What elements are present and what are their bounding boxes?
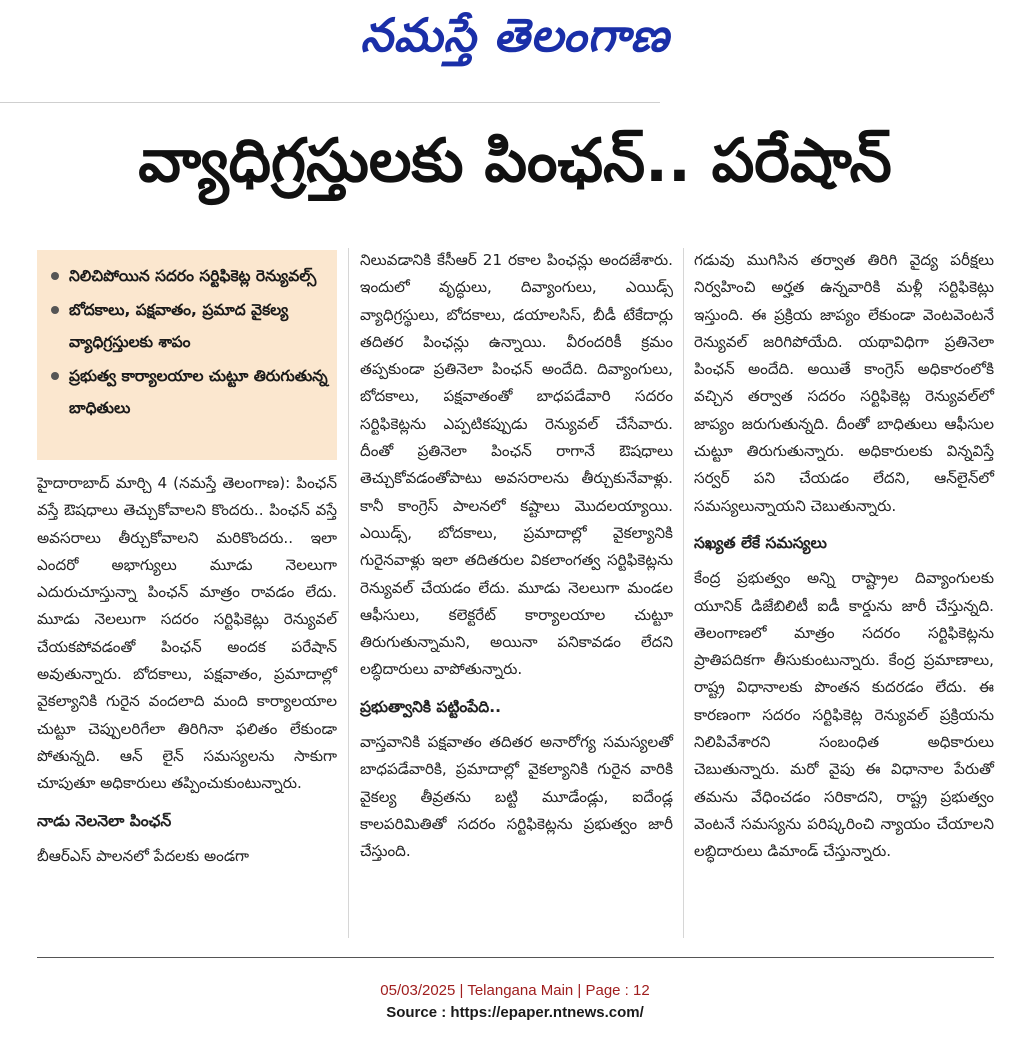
subheading: నాడు నెలనెలా పింఛన్: [37, 811, 172, 830]
article-headline: వ్యాధిగ్రస్తులకు పింఛన్.. పరేషాన్: [138, 126, 892, 196]
bullet-icon: [51, 306, 59, 314]
source-link[interactable]: Source : https://epaper.ntnews.com/: [386, 1004, 644, 1021]
subheading: ప్రభుత్వానికి పట్టింపేది..: [360, 697, 502, 716]
paragraph: బీఆర్ఎస్ పాలనలో పేదలకు అండగా: [37, 846, 250, 865]
highlight-item: [51, 360, 329, 424]
highlight-item: [51, 294, 329, 358]
article-column-3: [694, 247, 994, 866]
newspaper-logo: నమస్తే తెలంగాణ: [360, 8, 670, 62]
highlight-item: [51, 260, 329, 292]
paragraph: గడువు ముగిసిన తర్వాత తిరిగి వైద్య పరీక్షలు నిర్వహించి అర్హత ఉన్నవారికి మళ్లీ సర్టిఫికెట్లు ఇస్తుంది. ఈ ప్రక్రియ జాప్యం లేకుండా వెంటవెంటనే రెన్యువల్ జరిగిపోయేది. యథావిధిగా ప్రతినెలా పింఛన్ అందేది. అయితే కాంగ్రెస్ అధికారంలోకి వచ్చిన తర్వాత సదరం సర్టిఫికెట్ల రెన్యువల్‌లో జాప్యం జరుగుతున్నది. దీంతో బాధితులు ఆఫీసుల చుట్టూ తిరుగుతున్నారు. అధికారులకు విన్నవిస్తే సర్వర్ పని చేయడం లేదని, ఆన్‌లైన్‌లో సమస్యలున్నాయని చెబుతున్నారు.: [694, 251, 994, 515]
paragraph: హైదారాబాద్ మార్చి 4 (నమస్తే తెలంగాణ): పింఛన్ వస్తే ఔషధాలు తెచ్చుకోవాలని కొందరు.. పింఛన్ వస్తే అవసరాలు తీర్చుకోవాలని మరికొందరు.. ఇలా ఎందరో అభాగ్యులు మూడు నెలలుగా ఎదురుచూస్తున్నా పింఛన్ మాత్రం రావడం లేదు. మూడు నెలలుగా సదరం సర్టిఫికెట్లు రెన్యువల్ చేయకపోవడంతో పింఛన్ అందక పరేషాన్ అవుతున్నారు. బోదకాలు, పక్షవాతం, ప్రమాదాల్లో వైకల్యానికి గురైన వందలాది మంది కార్యాలయాల చుట్టూ చెప్పులరిగేలా తిరిగినా ఫలితం లేకుండా పోతున్నది. ఆన్ లైన్ సమస్యలను సాకుగా చూపుతూ అధికారులు తప్పించుకుంటున్నారు.: [37, 474, 337, 793]
article-column-2: [360, 247, 673, 866]
masthead-divider: [0, 102, 660, 103]
column-divider: [348, 248, 349, 938]
highlights-list: [37, 250, 337, 424]
bullet-icon: [51, 272, 59, 280]
paragraph: నిలువడానికి కేసీఆర్ 21 రకాల పింఛన్లు అందజేశారు. ఇందులో వృద్ధులు, దివ్యాంగులు, ఎయిడ్స్ వ్యాధిగ్రస్థులు, బోదకాలు, డయాలసిస్, బీడీ టేకేదార్లు తదితర పింఛన్లు ఉన్నాయి. వీరందరికీ క్రమం తప్పకుండా ప్రతినెలా పింఛన్ అందేది. దివ్యాంగులు, బోదకాలు, పక్షవాతంతో బాధపడేవారి సదరం సర్టిఫికెట్లను ఎప్పటికప్పుడు రెన్యువల్ చేసేవారు. దీంతో ప్రతినెలా పింఛన్ రాగానే ఔషధాలు తెచ్చుకోవడంతోపాటు అవసరాలను తీర్చుకునేవాళ్లు. కానీ కాంగ్రెస్ పాలనలో కష్టాలు మొదలయ్యాయి. ఎయిడ్స్, బోదకాలు, ప్రమాదాల్లో వైకల్యానికి గురైనవాళ్లు ఇలా తదితరుల వికలాంగత్వ సర్టిఫికెట్లను రెన్యువల్ చేయడం లేదు. మూడు నెలలుగా మండల ఆఫీసులు, కలెక్టరేట్ కార్యాలయాల చుట్టూ తిరుగుతున్నామని, అయినా పనికావడం లేదని లబ్ధిదారులు వాపోతున్నారు.: [360, 251, 673, 679]
article-column-1: [37, 470, 337, 870]
highlight-text: బోదకాలు, పక్షవాతం, ప్రమాద వైకల్య వ్యాధిగ్రస్తులకు శాపం: [69, 301, 289, 351]
column-divider: [683, 248, 684, 938]
subheading: సఖ్యత లేకే సమస్యలు: [694, 533, 827, 552]
footer-divider: [37, 957, 994, 958]
highlight-text: నిలిచిపోయిన సదరం సర్టిఫికెట్ల రెన్యువల్స్: [69, 267, 317, 285]
paragraph: కేంద్ర ప్రభుత్వం అన్ని రాష్ట్రాల దివ్యాంగులకు యూనిక్ డిజేబిలిటీ ఐడీ కార్డును జారీ చేస్తున్నది. తెలంగాణలో మాత్రం సదరం సర్టిఫికెట్లను ప్రాతిపదికగా తీసుకుంటున్నారు. కేంద్ర ప్రమాణాలు, రాష్ట్ర విధానాలకు పొంతన కుదరడం లేదు. ఈ కారణంగా సదరం సర్టిఫికెట్ల రెన్యువల్ ప్రక్రియను నిలిపివేశారని సంబంధిత అధికారులు చెబుతున్నారు. మరో వైపు ఈ విధానాల పేరుతో తమను వేధించడం సరికాదని, రాష్ట్ర ప్రభుత్వం వెంటనే సమస్యను పరిష్కరించి న్యాయం చేయాలని లబ్ధిదారులు డిమాండ్ చేస్తున్నారు.: [694, 569, 994, 861]
masthead: [0, 0, 1030, 100]
highlights-box: [37, 250, 337, 460]
highlight-text: ప్రభుత్వ కార్యాలయాల చుట్టూ తిరుగుతున్న బాధితులు: [69, 367, 328, 417]
bullet-icon: [51, 372, 59, 380]
edition-info: 05/03/2025 | Telangana Main | Page : 12: [380, 982, 650, 999]
paragraph: వాస్తవానికి పక్షవాతం తదితర అనారోగ్య సమస్యలతో బాధపడేవారికి, ప్రమాదాల్లో వైకల్యానికి గురైన వారికి వైకల్య తీవ్రతను బట్టి మూడేండ్లు, ఐదేండ్ల కాలపరిమితితో సదరం సర్టిఫికెట్లను ప్రభుత్వం జారీ చేస్తుంది.: [360, 733, 673, 861]
